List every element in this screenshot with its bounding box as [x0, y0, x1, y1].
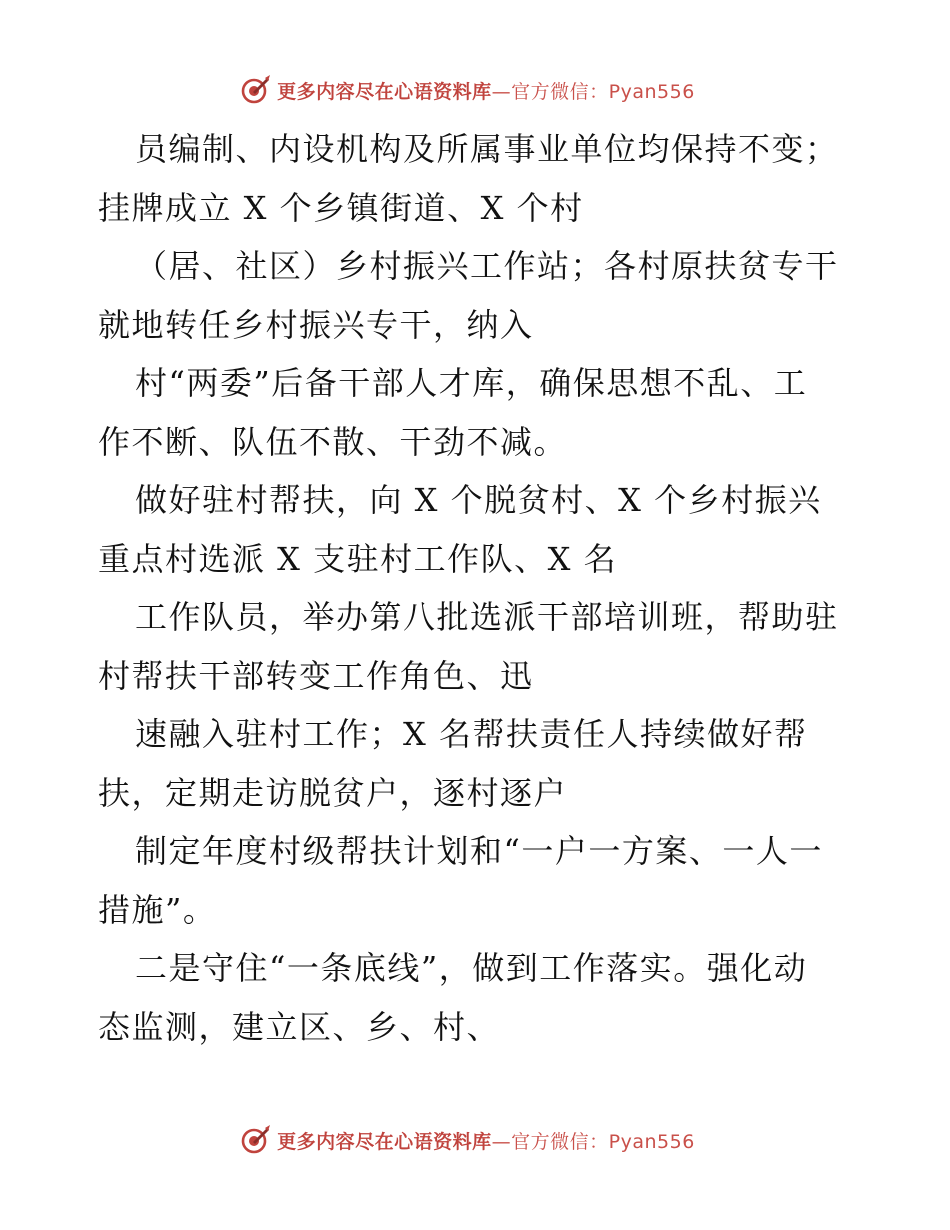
text-line: 态监测，建立区、乡、村、	[98, 1007, 501, 1046]
watermark-wechat: 官方微信：Pyan556	[511, 1130, 695, 1153]
text-line: 员编制、内设机构及所属事业单位均保持不变；	[135, 130, 839, 168]
text-line: （居、社区）乡村振兴工作站；各村原扶贫专干	[135, 247, 839, 285]
watermark-wechat: 官方微信：Pyan556	[511, 80, 695, 103]
text-line: 二是守住“一条底线”，做到工作落实。强化动	[135, 949, 808, 987]
watermark-dash: —	[491, 1130, 512, 1153]
text-line: 速融入驻村工作；X 名帮扶责任人持续做好帮	[135, 715, 808, 753]
text-line: 重点村选派 X 支驻村工作队、X 名	[98, 539, 618, 578]
document-body	[98, 120, 858, 1056]
watermark-brand: 更多内容尽在心语资料库	[277, 1130, 492, 1153]
text-line: 扶，定期走访脱贫户，逐村逐户	[98, 773, 568, 812]
text-line: 村帮扶干部转变工作角色、迅	[98, 656, 534, 695]
quill-logo-icon	[239, 1124, 271, 1156]
text-line: 就地转任乡村振兴专干，纳入	[98, 305, 534, 344]
text-line: 挂牌成立 X 个乡镇街道、X 个村	[98, 188, 584, 227]
text-line: 措施”。	[98, 890, 217, 929]
watermark-brand: 更多内容尽在心语资料库	[277, 80, 492, 103]
header-watermark	[0, 70, 950, 110]
watermark-dash: —	[491, 80, 512, 103]
text-line: 制定年度村级帮扶计划和“一户一方案、一人一	[135, 832, 823, 870]
quill-logo-icon	[239, 74, 271, 106]
watermark-text	[277, 77, 695, 104]
footer-watermark	[0, 1120, 950, 1160]
text-line: 工作队员，举办第八批选派干部培训班，帮助驻	[135, 598, 839, 636]
text-line: 村“两委”后备干部人才库，确保思想不乱、工	[135, 364, 808, 402]
text-line: 作不断、队伍不散、干劲不减。	[98, 422, 568, 461]
watermark-text	[277, 1127, 695, 1154]
text-line: 做好驻村帮扶，向 X 个脱贫村、X 个乡村振兴	[135, 481, 822, 519]
